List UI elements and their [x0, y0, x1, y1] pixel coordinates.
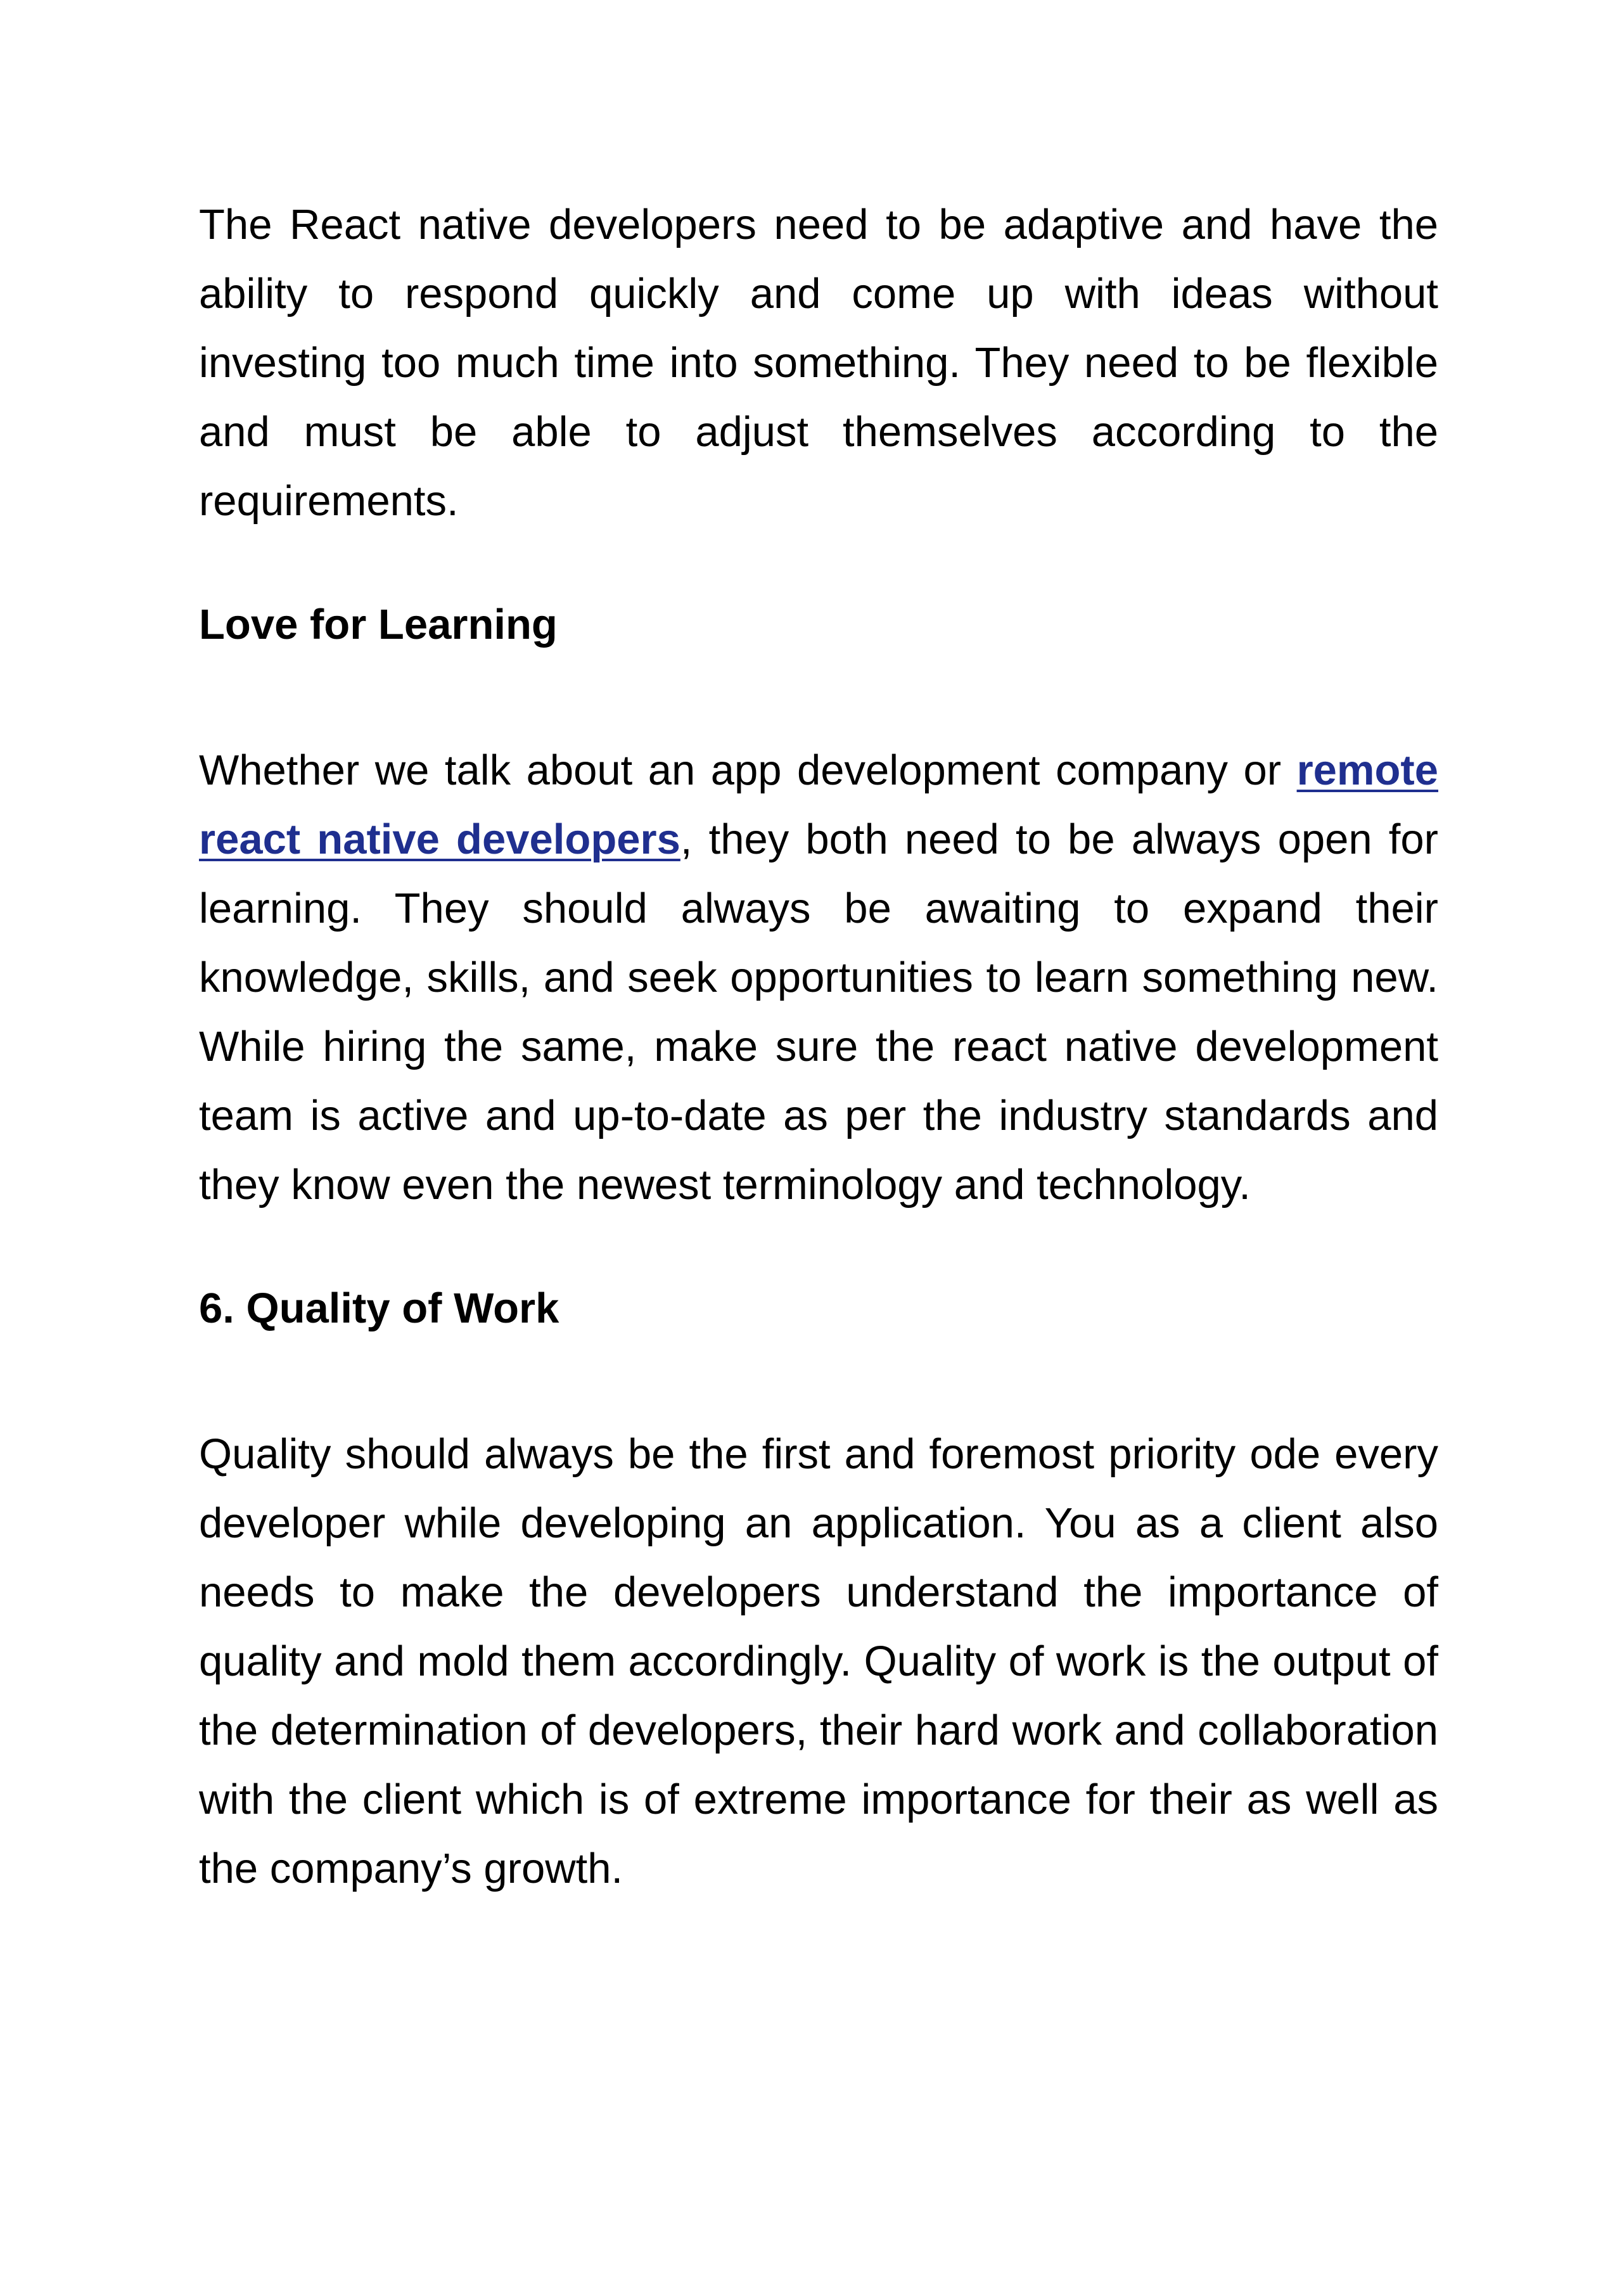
paragraph-quality: Quality should always be the first and foremost priority ode every developer while developing an application. You as a client also needs to make the developers understand the importance of quality and mold them accordingly. Quality of work is the output of the determination of developers, their hard work and collaboration with the client which is of extreme importance for their as well as the company’s growth.: [199, 1430, 1438, 1892]
spacer: [199, 1219, 1438, 1274]
spacer: [199, 1343, 1438, 1420]
paragraph-learning-lead: Whether we talk about an app development company or: [199, 747, 1297, 794]
paragraph-adaptive-developers: The React native developers need to be adaptive and have the ability to respond quickly and come up with ideas without investing too much time into something. They need to be flexible and must be able to adjust themselves according to the requirements.: [199, 201, 1438, 525]
remote-react-native-developers-link[interactable]: remote react native developers: [199, 747, 1438, 863]
spacer: [199, 536, 1438, 590]
heading-quality-of-work: 6. Quality of Work: [199, 1285, 559, 1332]
spacer: [199, 659, 1438, 736]
heading-love-for-learning: Love for Learning: [199, 601, 558, 648]
document-page: [199, 190, 1438, 1903]
paragraph-learning: [199, 736, 1438, 1219]
paragraph-learning-rest: , they both need to be always open for learning. They should always be awaiting to expand their knowledge, skills, and seek opportunities to learn something new. While hiring the same, make sure the react native development team is active and up-to-date as per the industry standards and they know even the newest terminology and technology.: [199, 816, 1438, 1209]
